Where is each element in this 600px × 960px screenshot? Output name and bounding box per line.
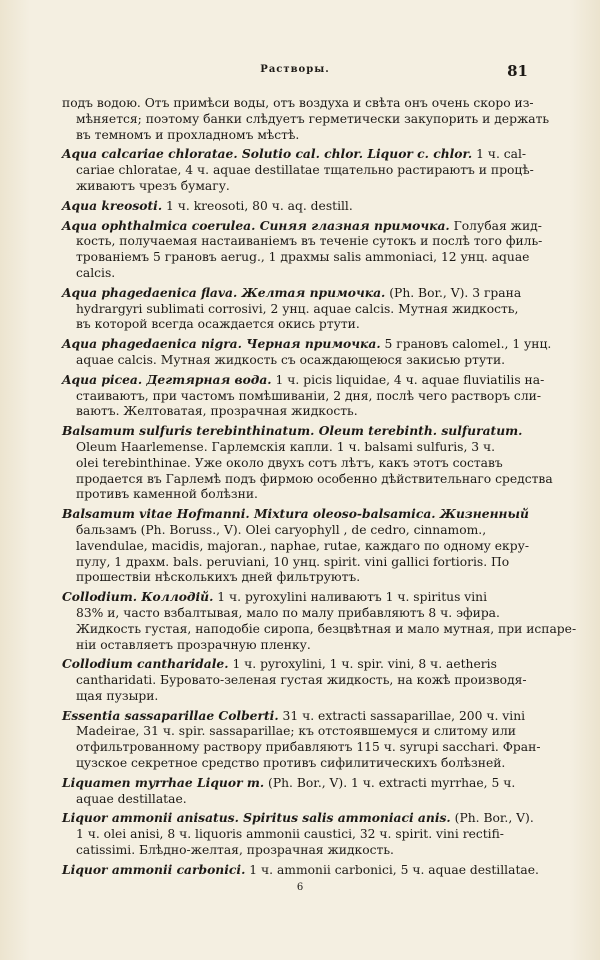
text-line — [62, 198, 528, 215]
line-text: подъ водою. Отъ примѣси воды, отъ воздуха и свѣта онъ очень скоро из- — [62, 96, 534, 110]
entry-headword: Liquor ammonii anisatus. Spiritus salis ammoniaci anis. — [62, 810, 451, 826]
text-line — [62, 708, 528, 725]
line-text: Голубая жид- — [453, 218, 542, 233]
dictionary-entry — [62, 217, 543, 282]
text-line — [62, 638, 528, 654]
entry-headword: Balsamum vitae Hofmanni. Mixtura oleoso-balsamica. Жизненный — [62, 506, 529, 522]
text-line — [62, 606, 528, 622]
text-line — [62, 689, 528, 705]
line-text: стаиваютъ, при частомъ помѣшиваніи, 2 дня, послѣ чего растворъ сли- — [76, 388, 541, 403]
text-line — [62, 371, 545, 389]
line-text: въ которой всегда осаждается окись ртути. — [76, 317, 360, 332]
line-text: 1 ч. cal- — [476, 147, 527, 162]
entry-headword: Aqua phagedaenica nigra. Черная примочка. — [62, 336, 381, 352]
line-text: Жидкость густая, наподобіе сиропа, безцвѣтная и мало мутная, при испаре- — [76, 621, 577, 636]
text-line — [62, 163, 534, 179]
line-text: catissimi. Блѣдно-желтая, прозрачная жидкость. — [76, 843, 394, 858]
text-line — [62, 302, 528, 318]
entry-headword: Aqua ophthalmica coerulea. Синяя глазная примочка. — [62, 217, 450, 233]
dictionary-entry — [62, 96, 550, 143]
entry-headword: Aqua picea. Дегтярная вода. — [62, 371, 272, 387]
line-text: calcis. — [76, 265, 116, 280]
line-text: 31 ч. extracti sassaparillae, 200 ч. vini — [282, 708, 526, 723]
line-text: въ темномъ и прохладномъ мѣстѣ. — [76, 127, 300, 142]
dictionary-entry — [62, 336, 552, 369]
dictionary-entry — [62, 861, 539, 879]
line-text: Madeirae, 31 ч. spir. sassaparillae; къ отстоявшемуся и слитому или — [76, 724, 516, 739]
dictionary-entry — [62, 707, 541, 772]
line-text: (Ph. Bor., V). — [454, 811, 534, 826]
text-line — [62, 404, 528, 420]
page-body — [62, 96, 577, 882]
text-line — [62, 217, 542, 235]
entry-headword: Collodium. Коллодій. — [62, 589, 214, 605]
text-line — [62, 555, 528, 571]
line-text: 1 ч. pyroxylini наливаютъ 1 ч. spiritus vini — [217, 590, 488, 605]
line-text: бальзамъ (Ph. Boruss., V). Olei caryophyll , de cedro, cinnamom., — [76, 522, 487, 537]
text-line — [62, 756, 528, 772]
line-text: мѣняется; поэтому банки слѣдуетъ герметически закупорить и держать — [76, 111, 550, 126]
running-title: Растворы. — [260, 64, 330, 75]
line-text: отфильтрованному раствору прибавляютъ 115 ч. syrupi sacchari. Фран- — [76, 740, 541, 755]
entry-headword: Liquamen myrrhae Liquor m. — [62, 774, 265, 790]
text-line — [62, 673, 528, 689]
dictionary-entry — [62, 371, 545, 420]
dictionary-entry — [62, 656, 528, 704]
text-line — [62, 539, 528, 555]
text-line — [62, 523, 528, 539]
line-text: кость, получаемая настаиваніемъ въ теченіе сутокъ и послѣ того филь- — [76, 234, 543, 249]
line-text: 5 грановъ calomel., 1 унц. — [384, 337, 552, 352]
text-line — [62, 234, 543, 250]
text-line — [62, 440, 528, 456]
text-line — [62, 775, 528, 792]
line-text: olei terebinthinae. Уже около двухъ сотъ лѣтъ, какъ этотъ составъ — [76, 455, 503, 470]
dictionary-entry — [62, 146, 534, 194]
line-text: hydrargyri sublimati corrosivi, 2 унц. aquae calcis. Мутная жидкость, — [76, 301, 519, 316]
line-text: 1 ч. kreosoti, 80 ч. aq. destill. — [166, 198, 353, 213]
dictionary-entry — [62, 285, 528, 333]
line-text: пулу, 1 драхм. bals. peruviani, 10 унц. spirit. vini gallici fortioris. По — [76, 554, 510, 569]
line-text: 1 ч. picis liquidae, 4 ч. aquae fluviatilis на- — [275, 372, 545, 387]
text-line — [62, 487, 528, 503]
text-line — [62, 740, 541, 756]
text-line — [62, 724, 528, 740]
entry-headword: Balsamum sulfuris terebinthinatum. Oleum terebinth. sulfuratum. — [62, 423, 523, 439]
text-line — [62, 810, 534, 827]
line-text: lavendulae, macidis, majoran., naphae, rutae, каждаго по одному екру- — [76, 538, 530, 553]
text-line — [62, 506, 528, 523]
dictionary-entry — [62, 775, 528, 808]
text-line — [62, 471, 553, 488]
line-text: cantharidati. Буровато-зеленая густая жидкость, на кожѣ производя- — [76, 673, 527, 688]
printer-signature: 6 — [296, 882, 304, 893]
text-line — [62, 285, 528, 302]
line-text: противъ каменной болѣзни. — [76, 487, 258, 502]
line-text: aquae calcis. Мутная жидкость съ осаждающеюся закисью ртути. — [76, 352, 506, 367]
line-text: (Ph. Bor., V). 1 ч. extracti myrrhae, 5 ч. — [268, 775, 516, 790]
text-line — [62, 570, 528, 586]
page-number: 81 — [507, 62, 528, 80]
text-line — [62, 250, 528, 266]
line-text: 1 ч. ammonii carbonici, 5 ч. aquae destillatae. — [249, 862, 539, 877]
page-header — [62, 62, 528, 82]
text-line — [62, 827, 528, 843]
line-text: трованіемъ 5 грановъ aerug., 1 драхмы salis ammoniaci, 12 унц. aquae — [76, 250, 530, 265]
dictionary-entry — [62, 810, 534, 858]
text-line — [62, 128, 528, 144]
text-line — [62, 111, 550, 128]
line-text: cariae chloratae, 4 ч. aquae destillatae тщательно растираютъ и процѣ- — [76, 163, 534, 178]
line-text: 1 ч. olei anisi, 8 ч. liquoris ammonii caustici, 32 ч. spirit. vini rectifi- — [76, 827, 504, 842]
line-text: ваютъ. Желтоватая, прозрачная жидкость. — [76, 404, 358, 419]
line-text: ніи оставляетъ прозрачную пленку. — [76, 637, 311, 652]
dictionary-entry — [62, 423, 553, 503]
line-text: 1 ч. pyroxylini, 1 ч. spir. vini, 8 ч. aetheris — [232, 657, 497, 672]
text-line — [62, 861, 539, 879]
text-line — [62, 96, 534, 112]
text-line — [62, 423, 528, 440]
text-line — [62, 843, 528, 859]
text-line — [62, 353, 528, 369]
dictionary-entry — [62, 198, 528, 215]
line-text: 83% и, часто взбалтывая, мало по малу прибавляютъ 8 ч. эфира. — [76, 605, 500, 620]
text-line — [62, 317, 528, 333]
text-line — [62, 589, 528, 606]
text-line — [62, 179, 528, 195]
entry-headword: Essentia sassaparillae Colberti. — [62, 707, 279, 723]
line-text: Oleum Haarlemense. Гарлемскія капли. 1 ч. balsami sulfuris, 3 ч. — [76, 439, 496, 454]
line-text: (Ph. Bor., V). 3 грана — [389, 285, 522, 300]
line-text: живаютъ чрезъ бумагу. — [76, 178, 230, 193]
entry-headword: Aqua calcariae chloratae. Solutio cal. chlor. Liquor c. chlor. — [62, 146, 473, 162]
text-line — [62, 621, 577, 638]
line-text: щая пузыри. — [76, 688, 159, 703]
text-line — [62, 792, 528, 808]
text-line — [62, 336, 552, 353]
line-text: продается въ Гарлемѣ подъ фирмою особенно дѣйствительнаго средства — [76, 471, 553, 486]
entry-headword: Liquor ammonii carbonici. — [62, 861, 246, 877]
line-text: прошествіи нѣсколькихъ дней фильтруютъ. — [76, 570, 361, 585]
entry-headword: Aqua phagedaenica flava. Желтая примочка. — [62, 284, 386, 300]
text-line — [62, 146, 528, 163]
entry-headword: Collodium cantharidale. — [62, 656, 229, 672]
line-text: aquae destillatae. — [76, 791, 187, 806]
text-line — [62, 656, 528, 673]
text-line — [62, 456, 528, 472]
entry-headword: Aqua kreosoti. — [62, 197, 163, 213]
text-line — [62, 388, 541, 405]
dictionary-entry — [62, 589, 577, 653]
line-text: цузское секретное средство противъ сифилитическихъ болѣзней. — [76, 756, 506, 771]
text-line — [62, 266, 528, 282]
dictionary-entry — [62, 506, 528, 586]
